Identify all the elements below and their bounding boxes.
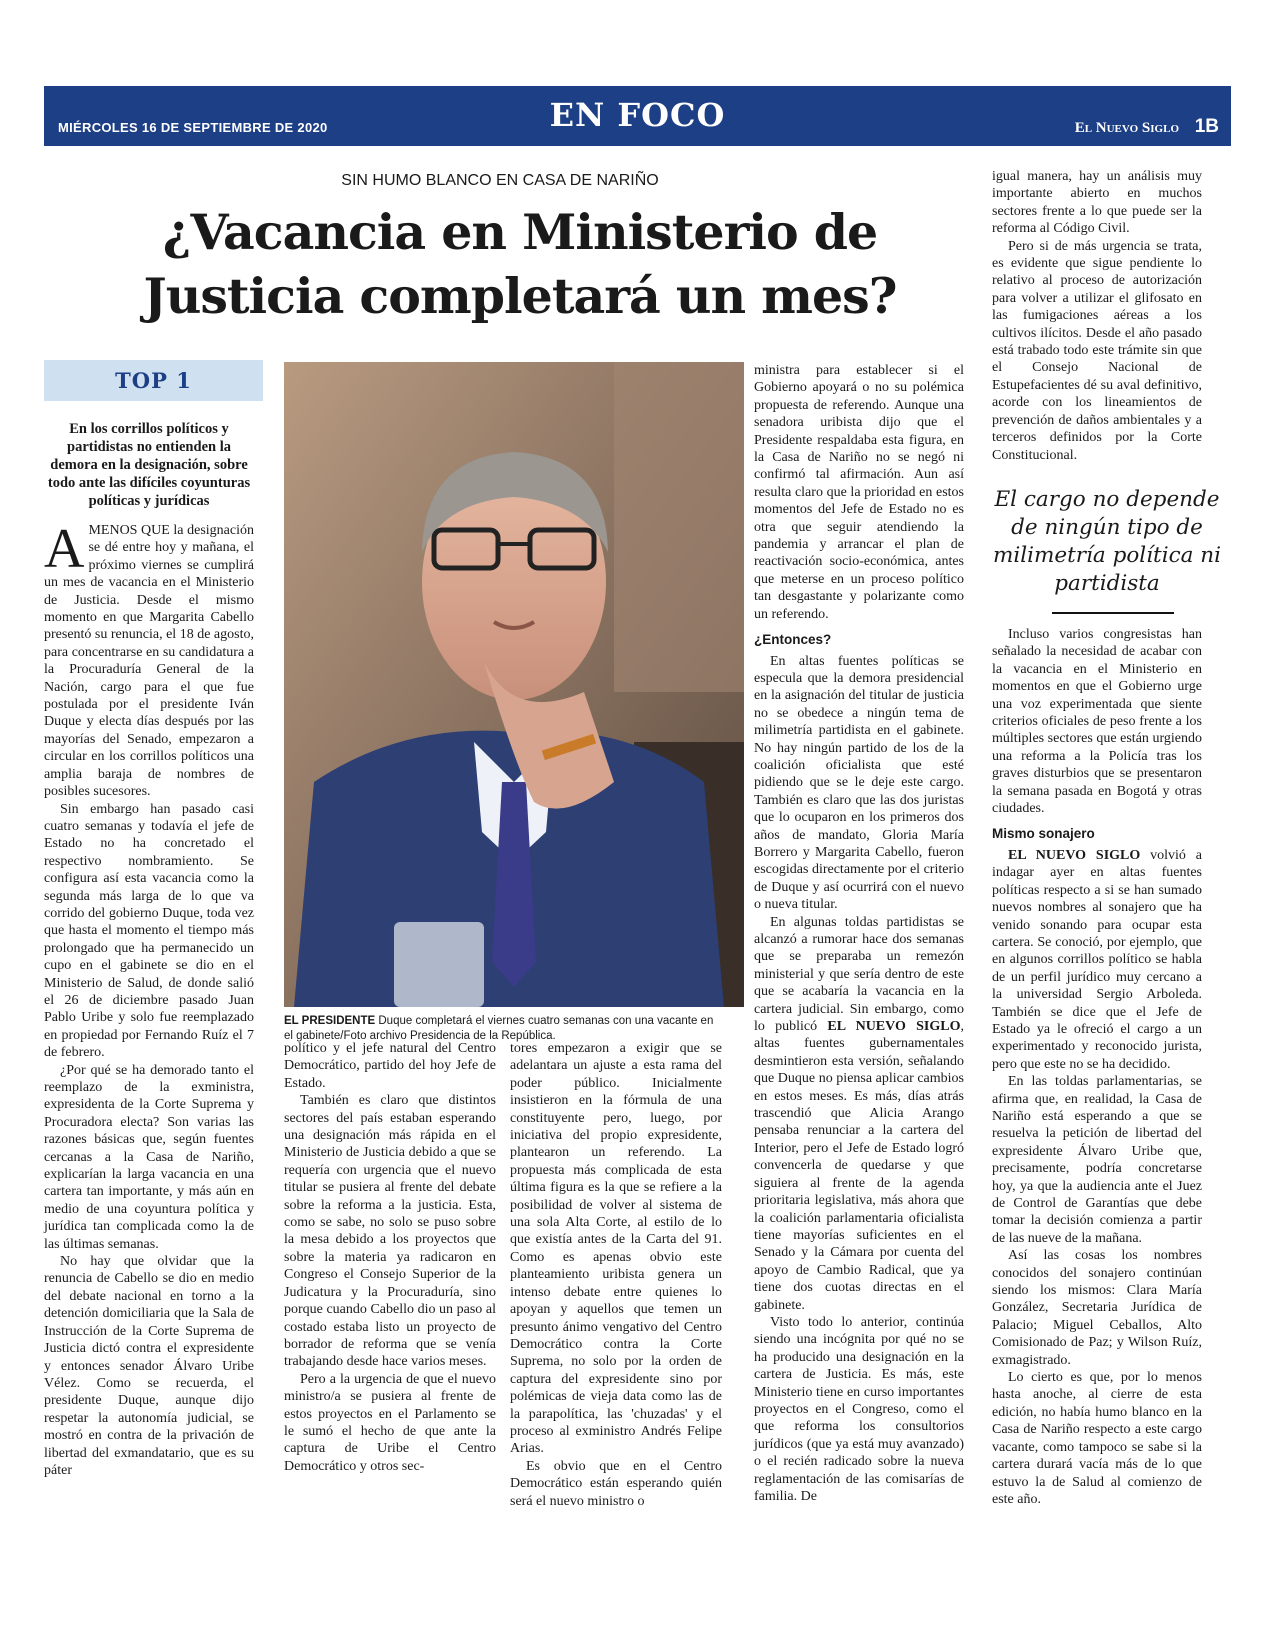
body-paragraph: Así las cosas los nombres conocidos del sonajero continúan siendo los mismos: Clara María González, Secretaria Jurídica de Palacio; Miguel Ceballos, Alto Comisionado de Paz; y Wilson Ruíz, exmagistrado.: [992, 1248, 1202, 1368]
caption-label: EL PRESIDENTE: [284, 1015, 376, 1027]
body-paragraph: ministra para establecer si el Gobierno apoyará o no su polémica propuesta de referendo. Aunque una senadora uribista dijo que el Presidente respaldaba esta figura, en la Casa de Nariño no se negó ni confirmó tal afirmación. Aun así resulta claro que la prioridad en estos momentos del Jefe de Estado no es otra que seguir atendiendo la pandemia y arrancar el plan de reactivación socio-económica, antes que meterse en un proceso político tan desgastante y polarizante como un referendo.: [754, 363, 964, 622]
body-paragraph: político y el jefe natural del Centro Democrático, partido del hoy Jefe de Estado.: [284, 1041, 496, 1091]
body-paragraph: Pero si de más urgencia se trata, es evidente que sigue pendiente lo relativo al proceso de autorización para volver a utilizar el glifosato en las fumigaciones aéreas a los cultivos ilícitos. Desde el año pasado está trabado todo este trámite sin que el Consejo Nacional de Estupefacientes dé su aval definitivo, acorde con los lineamientos de prevención de daños ambientales y a terceros definidos por la Corte Constitucional.: [992, 238, 1202, 463]
article-kicker: SIN HUMO BLANCO EN CASA DE NARIÑO: [341, 172, 659, 189]
pull-quote: El cargo no depende de ningún tipo de milimetría política ni partidista: [993, 487, 1221, 596]
subheading-entonces: ¿Entonces?: [754, 632, 832, 648]
body-paragraph: No hay que olvidar que la renuncia de Cabello se dio en medio del debate nacional en torno a la detención domiciliaria que la Sala de Instrucción de la Corte Suprema de Justicia dictó contra el expresidente y entonces senador Álvaro Uribe Vélez. Como se recuerda, el presidente Duque, aunque dijo respetar la autonomía judicial, se mostró en contra de la privación de libertad del exmandatario, que es su páter: [44, 1254, 254, 1478]
body-paragraph: Lo cierto es que, por lo menos hasta anoche, al cierre de esta edición, no había humo blanco en la Casa de Nariño respecto a este cargo vacante, como tampoco se sabe si la cartera durará vacía más de lo que estuvo la de Salud al comienzo de este año.: [992, 1370, 1202, 1507]
body-paragraph: Es obvio que en el Centro Democrático están esperando quién será el nuevo ministro o: [510, 1458, 722, 1509]
article-column-1: [44, 518, 254, 1479]
article-headline: [60, 200, 980, 328]
body-paragraph: EL NUEVO SIGLO volvió a indagar ayer en altas fuentes políticas respecto a si se han sumado nuevos nombres al sonajero que ha venido sonando para ocupar esta cartera. Se conoció, por ejemplo, que en algunos corrillos político se habla de un perfil jurídico muy cercano a la universidad Sergio Arboleda. También se dice que el Jefe de Estado ya le ofreció el cargo a un experimentado y reconocido jurista, pero que este no se ha decidido.: [992, 847, 1202, 1072]
section-title: EN FOCO: [549, 96, 726, 134]
body-paragraph: tores empezaron a exigir que se adelantara un ajuste a esta rama del poder público. Inicialmente insistieron en la fórmula de una constituyente pero, luego, por iniciativa del propio expresidente, plantearon un referendo. La propuesta más complicada de esta última figura es la que se refiere a la posibilidad de volver al sistema de una sola Alta Corte, al estilo de lo que existía antes de la Carta del 91. Como es apenas obvio este planteamiento uribista genera un intenso debate entre quienes lo apoyan y aquellos que temen un presunto ánimo vengativo del Centro Democrático contra la Corte Suprema, no solo por la orden de captura del expresidente sino por polémicas de vieja data como las de la parapolítica, las 'chuzadas' y el proceso al exministro Andrés Felipe Arias.: [510, 1041, 722, 1457]
body-paragraph: En las toldas parlamentarias, se afirma que, en realidad, la Casa de Nariño está esperando a que se resuelva la petición de libertad del expresidente Álvaro Uribe que, precisamente, podría concretarse hoy, ya que la audiencia ante el Juez de Control de Garantías que debe tomar la decisión comienza a partir de las nueve de la mañana.: [992, 1074, 1202, 1246]
section-banner: [44, 86, 1231, 146]
article-column-4: [754, 362, 964, 1505]
article-column-2: [284, 1040, 496, 1475]
top-label: TOP 1: [115, 368, 192, 393]
body-paragraph: Visto todo lo anterior, continúa siendo una incógnita por qué no se ha producido una designación en la cartera de Justicia. Es más, este Ministerio tiene en curso importantes proyectos en el Congreso, como el que reforma los consultorios jurídicos (que ya está muy avanzado) o el recién radicado sobre la nueva reglamentación de las comisarías de familia. De: [754, 1314, 964, 1504]
newspaper-name: EL NUEVO SIGLO: [1008, 847, 1141, 863]
page-number: 1B: [1194, 116, 1219, 137]
body-paragraph: Pero a la urgencia de que el nuevo ministro/a se pusiera al frente de estos proyectos en el Parlamento se le sumó el hecho de que ante la captura de Uribe el Centro Democrático y otros sec-: [284, 1371, 496, 1474]
article-column-3: [510, 1040, 722, 1510]
drop-cap: A: [44, 518, 85, 580]
article-column-5-top: [992, 168, 1202, 464]
body-paragraph: AMENOS QUE la designación se dé entre hoy y mañana, el próximo viernes se cumplirá un mes de vacancia en el Ministerio de Justicia. Desde el mismo momento en que Margarita Cabello presentó su renuncia, el 18 de agosto, para concentrarse en su candidatura a la Procuraduría General de la Nación, cargo para el que fue postulada por el presidente Iván Duque y electa días después por las mayorías del Senado, empezaron a circular en los corrillos políticos una amplia baraja de nombres de posibles sucesores.: [44, 518, 254, 800]
body-paragraph: igual manera, hay un análisis muy importante abierto en muchos sectores frente a lo que puede ser la reforma al Código Civil.: [992, 169, 1202, 237]
article-teaser: En los corrillos políticos y partidistas no entienden la demora en la designación, sobre todo ante las difíciles coyunturas políticas y jurídicas: [47, 421, 251, 509]
top-label-box: [44, 360, 263, 401]
body-paragraph: En algunas toldas partidistas se alcanzó a rumorar hace dos semanas que se preparaba un remezón ministerial y que sería dentro de este que se acabaría la vacancia en la cartera judicial. Sin embargo, como lo publicó EL NUEVO SIGLO, altas fuentes gubernamentales desmintieron esta versión, señalando que Duque no piensa aplicar cambios en estos meses. Es más, días atrás trascendió que Alicia Arango pensaba renunciar a la cartera del Interior, pero el Jefe de Estado logró convencerla de quedarse y que siguiera al frente de la agenda prioritaria legislativa, más ahora que la coalición parlamentaria oficialista tiene mayorías suficientes en el Senado y la Cámara por cuenta del apoyo de Cambio Radical, que ya tiene dos cuotas directas en el gabinete.: [754, 914, 964, 1313]
body-paragraph: En altas fuentes políticas se especula que la demora presidencial en la asignación del titular de justicia no se obedece a ningún tema de milimetría partidista en el gabinete. No hay ningún partido de los de la coalición oficialista que esté pidiendo que se le deje este cargo. También es claro que las dos juristas que lo ocuparon en los primeros dos años de mandato, Gloria María Borrero y Margarita Cabello, fueron escogidas directamente por el criterio de Duque y así ocurrirá con el nuevo o nueva titular.: [754, 653, 964, 913]
caption-text: Duque completará el viernes cuatro semanas con una vacante en el gabinete/Foto archivo Presidencia de la República.: [284, 1015, 714, 1042]
body-paragraph: ¿Por qué se ha demorado tanto el reemplazo de la exministra, expresidenta de la Corte Suprema y Procuradora electa? Son varias las razones básicas que, según fuentes cercanas a la Casa de Nariño, explicarían la larga vacancia en una cartera tan importante, y más aún en medio de una coyuntura política y jurídica tan complicada como la de las últimas semanas.: [44, 1062, 254, 1252]
newspaper-brand: El Nuevo Siglo: [1074, 120, 1179, 136]
issue-date: MIÉRCOLES 16 DE SEPTIEMBRE DE 2020: [58, 120, 328, 135]
subheading-mismo-sonajero: Mismo sonajero: [992, 826, 1095, 842]
body-paragraph: También es claro que distintos sectores del país estaban esperando una designación más rápida en el Ministerio de Justicia debido a que se requería con urgencia que el nuevo titular se pusiera al frente del debate sobre la reforma a la justicia. Esta, como se sabe, no solo se puso sobre la mesa debido a los proyectos que sobre la materia ya radicaron en Congreso el Consejo Superior de la Judicatura y la Procuraduría, sino porque cuando Cabello dio un paso al costado estaba listo un proyecto de borrador de reforma que se venía trabajando desde hace varios meses.: [284, 1093, 496, 1370]
headline-line-2: Justicia completará un mes?: [143, 267, 897, 325]
article-column-5-bottom: [992, 626, 1202, 1508]
body-paragraph: Sin embargo han pasado casi cuatro semanas y todavía el jefe de Estado no ha concretado el respectivo nombramiento. Se configura así esta vacancia como la segunda más larga de lo que va corrido del gobierno Duque, toda vez que hasta el momento el tiempo más prolongado que ha permanecido un cupo en el gabinete se dio en el Ministerio de Salud, de donde salió el 26 de diciembre pasado Juan Pablo Uribe y solo fue reemplazado en propiedad por Fernando Ruíz el 7 de febrero.: [44, 801, 254, 1061]
president-photo: [284, 362, 744, 1007]
headline-line-1: ¿Vacancia en Ministerio de: [162, 203, 878, 261]
body-paragraph: Incluso varios congresistas han señalado la necesidad de acabar con la vacancia en el Ministerio en momentos en que el Gobierno urge una voz experimentada que siente criterios oficiales de peso frente a los múltiples sectores que están urgiendo una reforma a la Policía tras los graves disturbios que se presentaron la semana pasada en Bogotá y otras ciudades.: [992, 627, 1202, 817]
newspaper-name: EL NUEVO SIGLO: [827, 1019, 961, 1035]
pull-quote-rule: [1052, 612, 1174, 614]
